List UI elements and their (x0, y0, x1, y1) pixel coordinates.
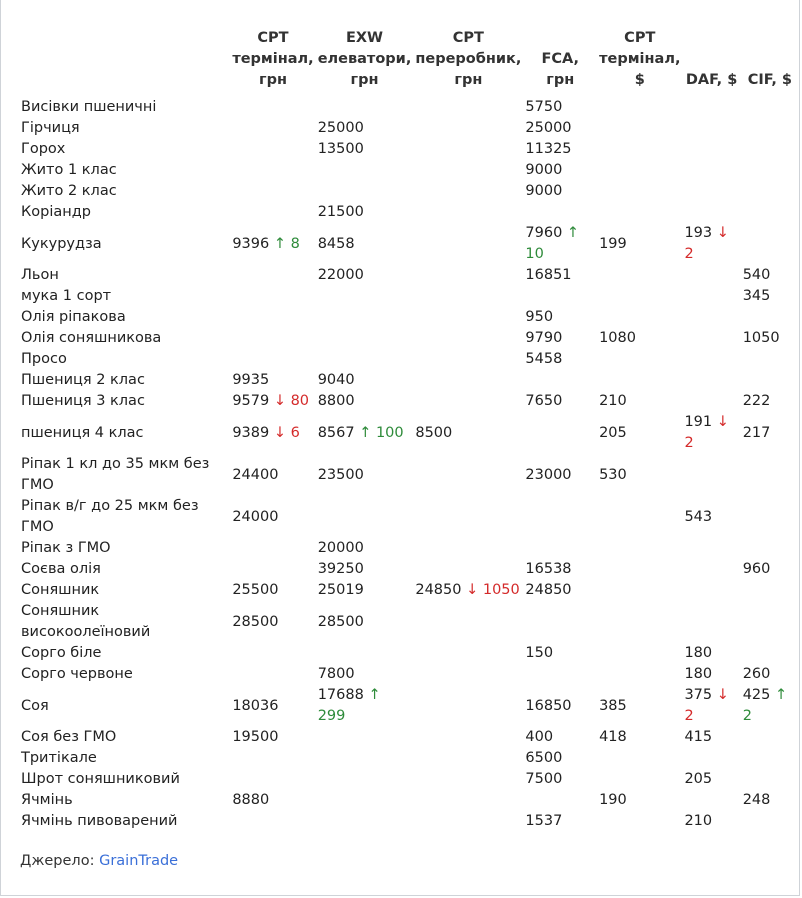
price-cell: 22000 (317, 267, 364, 283)
price-cell (316, 181, 414, 202)
price-cell (316, 727, 414, 748)
commodity-name: Коріандр (21, 204, 91, 220)
header-cell: CIF, $ (747, 72, 792, 88)
price-cell (682, 181, 740, 202)
price-cell (316, 97, 414, 118)
price-cell (413, 664, 523, 685)
price-cell (316, 328, 414, 349)
table-header-row (19, 28, 799, 97)
price-cell (413, 811, 523, 832)
price-cell: 25019 (317, 582, 364, 598)
price-cell (741, 349, 799, 370)
price-cell (316, 496, 414, 538)
change-down: ↓ 2 (684, 225, 729, 262)
source-link[interactable]: GrainTrade (99, 853, 179, 869)
commodity-name: Кукурудза (21, 235, 102, 252)
price-cell: 375 ↓ 2 (684, 687, 729, 724)
price-cell (682, 139, 740, 160)
table-row (19, 538, 799, 559)
price-cell (413, 223, 523, 265)
price-cell (597, 181, 682, 202)
change-up: ↑ 2 (742, 687, 788, 724)
price-cell (413, 328, 523, 349)
price-cell (316, 160, 414, 181)
price-cell: 9790 (525, 330, 563, 346)
price-cell (230, 811, 315, 832)
table-row (19, 97, 799, 118)
price-cell: 16850 (525, 697, 572, 714)
table-row (19, 769, 799, 790)
price-cell (413, 769, 523, 790)
table-row (19, 748, 799, 769)
price-cell (230, 202, 315, 223)
table-row (19, 202, 799, 223)
price-cell: 385 (599, 697, 627, 714)
price-cell (523, 370, 597, 391)
price-cell: 19500 (232, 729, 279, 745)
price-cell (230, 328, 315, 349)
price-cell (741, 97, 799, 118)
price-cell (230, 349, 315, 370)
price-cell (741, 601, 799, 643)
price-cell (413, 265, 523, 286)
price-cell (682, 286, 740, 307)
price-cell (316, 769, 414, 790)
price-cell: 9000 (525, 183, 563, 199)
price-cell (230, 538, 315, 559)
price-cell: 400 (525, 729, 554, 745)
price-cell: 16851 (525, 267, 572, 283)
price-cell: 217 (742, 424, 771, 441)
price-cell (682, 559, 740, 580)
commodity-name: Ріпак в/г до 25 мкм без ГМО (21, 498, 199, 535)
commodity-name: пшениця 4 клас (21, 424, 144, 441)
price-cell (682, 790, 740, 811)
table-row (19, 118, 799, 139)
price-cell: 6500 (525, 750, 563, 766)
price-cell (682, 202, 740, 223)
price-cell (413, 454, 523, 496)
price-cell (413, 349, 523, 370)
price-cell (682, 454, 740, 496)
price-cell: 24850 ↓ 1050 (415, 582, 520, 598)
price-cell (741, 202, 799, 223)
price-cell (682, 265, 740, 286)
price-cell (682, 349, 740, 370)
price-cell: 950 (525, 309, 554, 325)
price-cell: 210 (684, 813, 713, 829)
commodity-name: Соя (21, 697, 49, 714)
price-cell (230, 748, 315, 769)
price-cell (597, 118, 682, 139)
price-cell (597, 559, 682, 580)
price-cell: 11325 (525, 141, 572, 157)
price-cell (413, 118, 523, 139)
price-cell (597, 580, 682, 601)
commodity-name: Ріпак з ГМО (21, 540, 111, 556)
price-cell (597, 601, 682, 643)
table-row (19, 685, 799, 727)
table-row (19, 580, 799, 601)
price-cell (597, 160, 682, 181)
price-cell: 415 (684, 729, 713, 745)
table-row (19, 643, 799, 664)
table-row (19, 160, 799, 181)
price-cell (413, 538, 523, 559)
price-cell (230, 160, 315, 181)
price-cell (741, 496, 799, 538)
commodity-name: Жито 1 клас (21, 162, 117, 178)
price-cell: 21500 (317, 204, 364, 220)
price-cell (597, 307, 682, 328)
price-cell: 543 (684, 508, 713, 525)
price-cell (230, 265, 315, 286)
commodity-name: Соєва олія (21, 561, 101, 577)
price-cell (741, 454, 799, 496)
price-cell (741, 811, 799, 832)
commodity-name: Горох (21, 141, 66, 157)
price-cell (413, 202, 523, 223)
price-cell: 210 (599, 393, 627, 409)
price-cell: 190 (599, 792, 627, 808)
table-row (19, 265, 799, 286)
price-cell (597, 811, 682, 832)
header-cell: CPT термінал, $ (599, 30, 681, 88)
table-row (19, 727, 799, 748)
price-cell: 425 ↑ 2 (742, 687, 788, 724)
change-down: ↓ 6 (273, 424, 300, 441)
commodity-name: Олія ріпакова (21, 309, 126, 325)
price-cell (741, 370, 799, 391)
price-cell (741, 727, 799, 748)
price-cell: 28500 (317, 613, 364, 630)
price-cell (230, 643, 315, 664)
price-cell (523, 412, 597, 454)
header-cell: FCA, грн (541, 51, 580, 88)
price-cell (316, 349, 414, 370)
price-cell (682, 538, 740, 559)
price-cell (413, 181, 523, 202)
price-cell: 13500 (317, 141, 364, 157)
commodity-name: Гірчиця (21, 120, 80, 136)
table-row (19, 181, 799, 202)
source-label: Джерело: (20, 853, 95, 869)
price-cell (316, 748, 414, 769)
price-cell: 205 (599, 424, 627, 441)
table-row (19, 139, 799, 160)
price-cell: 39250 (317, 561, 364, 577)
price-cell: 9579 ↓ 80 (232, 393, 310, 409)
price-cell (597, 496, 682, 538)
price-cell: 418 (599, 729, 627, 745)
table-row (19, 811, 799, 832)
price-cell (523, 601, 597, 643)
price-cell: 9935 (232, 372, 270, 388)
commodity-name: Шрот соняшниковий (21, 771, 180, 787)
price-cell (413, 685, 523, 727)
price-cell: 25000 (525, 120, 572, 136)
price-cell: 8880 (232, 792, 270, 808)
price-cell (413, 496, 523, 538)
price-cell: 28500 (232, 613, 279, 630)
price-cell: 1080 (599, 330, 636, 346)
header-cell: DAF, $ (685, 72, 738, 88)
change-down: ↓ 80 (273, 393, 310, 409)
commodity-name: Соняшник високоолеїновий (21, 603, 151, 640)
commodity-name: Ячмінь (21, 792, 73, 808)
price-cell (230, 286, 315, 307)
commodity-name: Соя без ГМО (21, 729, 117, 745)
price-cell (523, 664, 597, 685)
price-cell (413, 643, 523, 664)
price-cell (316, 811, 414, 832)
price-cell (413, 559, 523, 580)
price-cell (230, 118, 315, 139)
price-cell (682, 118, 740, 139)
price-cell (741, 580, 799, 601)
price-cell (597, 538, 682, 559)
table-row (19, 391, 799, 412)
price-cell: 1050 (742, 330, 780, 346)
price-cell (741, 223, 799, 265)
price-cell (230, 307, 315, 328)
change-up: ↑ 10 (525, 225, 580, 262)
price-cell (741, 118, 799, 139)
price-cell: 150 (525, 645, 554, 661)
commodity-name: Соняшник (21, 582, 100, 598)
price-cell (597, 265, 682, 286)
table-row (19, 307, 799, 328)
change-down: ↓ 1050 (466, 582, 520, 598)
price-cell: 9040 (317, 372, 355, 388)
price-cell (682, 370, 740, 391)
price-cell (597, 769, 682, 790)
price-cell (597, 97, 682, 118)
price-cell (682, 97, 740, 118)
price-cell: 7650 (525, 393, 563, 409)
price-cell (597, 139, 682, 160)
commodity-name: Сорго біле (21, 645, 102, 661)
price-cell: 24000 (232, 508, 279, 525)
price-cell: 17688 ↑ 299 (317, 687, 381, 724)
change-up: ↑ 299 (317, 687, 381, 724)
change-down: ↓ 2 (684, 687, 729, 724)
price-cell: 18036 (232, 697, 279, 714)
price-cell (523, 496, 597, 538)
price-cell: 191 ↓ 2 (684, 414, 729, 451)
price-cell (741, 748, 799, 769)
commodity-name: Льон (21, 267, 59, 283)
price-cell (316, 307, 414, 328)
price-cell (741, 643, 799, 664)
price-cell (741, 538, 799, 559)
change-down: ↓ 2 (684, 414, 729, 451)
price-table (19, 28, 799, 832)
price-cell (413, 391, 523, 412)
price-cell: 180 (684, 645, 713, 661)
price-cell: 193 ↓ 2 (684, 225, 729, 262)
price-cell: 20000 (317, 540, 364, 556)
price-cell: 25000 (317, 120, 364, 136)
commodity-name: Тритікале (21, 750, 97, 766)
price-cell: 180 (684, 666, 713, 682)
header-cell: CPT переробник, грн (415, 30, 522, 88)
price-cell: 7500 (525, 771, 563, 787)
price-cell (413, 748, 523, 769)
price-cell (523, 538, 597, 559)
price-cell (230, 139, 315, 160)
price-cell (413, 727, 523, 748)
price-cell: 540 (742, 267, 771, 283)
price-cell: 16538 (525, 561, 572, 577)
price-cell: 23000 (525, 466, 572, 483)
price-cell (413, 286, 523, 307)
table-row (19, 664, 799, 685)
commodity-name: Жито 2 клас (21, 183, 117, 199)
price-cell (230, 97, 315, 118)
price-cell (597, 286, 682, 307)
commodity-name: Олія соняшникова (21, 330, 162, 346)
price-cell: 7960 ↑ 10 (525, 225, 580, 262)
table-row (19, 349, 799, 370)
price-cell: 9389 ↓ 6 (232, 424, 300, 441)
price-cell: 25500 (232, 582, 279, 598)
table-row (19, 412, 799, 454)
commodity-name: Просо (21, 351, 67, 367)
table-row (19, 223, 799, 265)
price-cell (682, 748, 740, 769)
price-cell: 8458 (317, 235, 355, 252)
price-cell (413, 307, 523, 328)
table-row (19, 328, 799, 349)
price-cell (597, 349, 682, 370)
price-cell (741, 769, 799, 790)
source-line (20, 853, 178, 869)
price-cell: 9000 (525, 162, 563, 178)
price-cell (316, 286, 414, 307)
table-row (19, 790, 799, 811)
price-cell: 5458 (525, 351, 563, 367)
table-row (19, 601, 799, 643)
header-cell: EXW елеватори, грн (317, 30, 412, 88)
price-cell (413, 97, 523, 118)
price-cell: 7800 (317, 666, 355, 682)
price-cell (741, 139, 799, 160)
table-row (19, 370, 799, 391)
price-cell (316, 643, 414, 664)
change-up: ↑ 8 (273, 235, 300, 252)
price-cell (413, 139, 523, 160)
price-cell: 8800 (317, 393, 355, 409)
commodity-name: Висівки пшеничні (21, 99, 157, 115)
price-cell: 8500 (415, 424, 453, 441)
price-cell (682, 391, 740, 412)
price-cell (230, 181, 315, 202)
price-cell (413, 160, 523, 181)
price-cell (523, 202, 597, 223)
price-cell (741, 181, 799, 202)
price-cell: 24850 (525, 582, 572, 598)
price-cell (413, 790, 523, 811)
price-cell (682, 328, 740, 349)
price-cell: 199 (599, 235, 627, 252)
change-up: ↑ 100 (359, 424, 404, 441)
commodity-name: Пшениця 3 клас (21, 393, 145, 409)
table-row (19, 454, 799, 496)
commodity-name: Ячмінь пивоварений (21, 813, 178, 829)
commodity-name: Ріпак 1 кл до 35 мкм без ГМО (21, 456, 210, 493)
price-cell: 1537 (525, 813, 563, 829)
price-cell: 24400 (232, 466, 279, 483)
price-cell: 8567 ↑ 100 (317, 424, 404, 441)
commodity-name: Сорго червоне (21, 666, 133, 682)
price-cell: 205 (684, 771, 713, 787)
commodity-name: мука 1 сорт (21, 288, 112, 304)
price-cell (523, 790, 597, 811)
price-cell (413, 601, 523, 643)
price-cell: 530 (599, 466, 627, 483)
price-cell (597, 370, 682, 391)
price-cell (682, 160, 740, 181)
price-cell: 248 (742, 792, 771, 808)
price-cell (682, 601, 740, 643)
price-cell (230, 664, 315, 685)
table-row (19, 286, 799, 307)
table-row (19, 496, 799, 538)
header-cell (19, 28, 230, 97)
price-cell (741, 307, 799, 328)
price-cell (682, 307, 740, 328)
price-cell (413, 370, 523, 391)
price-cell: 9396 ↑ 8 (232, 235, 300, 252)
price-cell: 5750 (525, 99, 563, 115)
price-cell (523, 286, 597, 307)
header-cell: CPT термінал, грн (232, 30, 314, 88)
commodity-name: Пшениця 2 клас (21, 372, 145, 388)
price-cell (230, 769, 315, 790)
price-cell (230, 559, 315, 580)
price-cell (597, 643, 682, 664)
price-cell (597, 748, 682, 769)
price-cell (682, 580, 740, 601)
price-cell: 222 (742, 393, 771, 409)
price-cell (597, 202, 682, 223)
price-cell: 260 (742, 666, 771, 682)
price-cell (316, 790, 414, 811)
price-cell: 345 (742, 288, 771, 304)
price-cell (597, 664, 682, 685)
price-cell: 960 (742, 561, 771, 577)
price-cell: 23500 (317, 466, 364, 483)
price-cell (741, 160, 799, 181)
table-row (19, 559, 799, 580)
